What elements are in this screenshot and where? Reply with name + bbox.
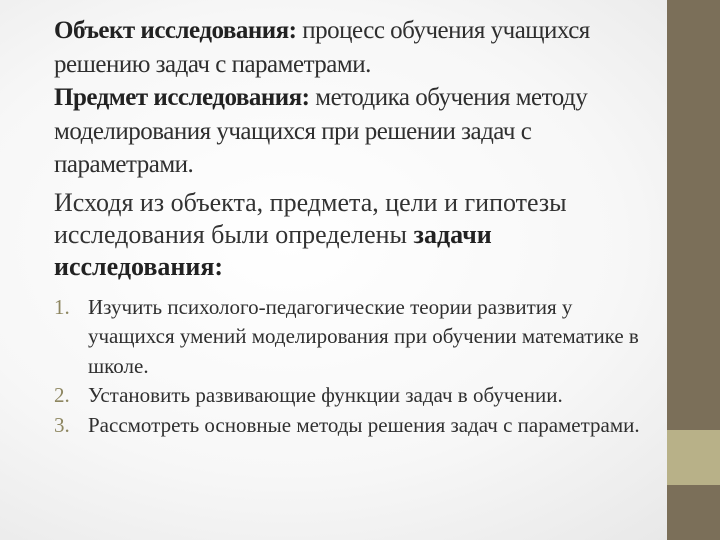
object-text: процесс обучения учащихся решению задач с параметрами. [54,17,590,78]
list-number: 2. [54,383,70,407]
list-item-text: Установить развивающие функции задач в обучении. [88,383,563,407]
list-item-text: Изучить психолого-педагогические теории развития у учащихся умений моделирования при обучении математике в школе. [88,294,639,378]
list-item [54,411,654,441]
subject-label: Предмет исследования: [54,84,310,111]
decorative-sidebar [667,0,720,540]
list-item [54,293,654,382]
list-number: 1. [54,294,70,319]
object-label: Объект исследования: [54,17,297,44]
sidebar-band-middle [667,430,720,485]
lead-text: Исходя из объекта, предмета, цели и гипотезы исследования были определены [54,187,567,249]
subject-text: методика обучения методу моделирования учащихся при решении задач с параметрами. [54,84,588,178]
slide-content [54,14,654,440]
list-item-text: Рассмотреть основные методы решения задач с параметрами. [88,412,640,437]
sidebar-band-bottom [667,485,720,540]
list-item [54,381,654,411]
list-number: 3. [54,412,70,437]
lead-paragraph [54,187,654,283]
object-paragraph [54,14,654,81]
tasks-list [54,293,654,441]
lead-bold: задачи исследования: [54,219,492,281]
sidebar-band-top [667,0,720,430]
subject-paragraph [54,81,654,182]
